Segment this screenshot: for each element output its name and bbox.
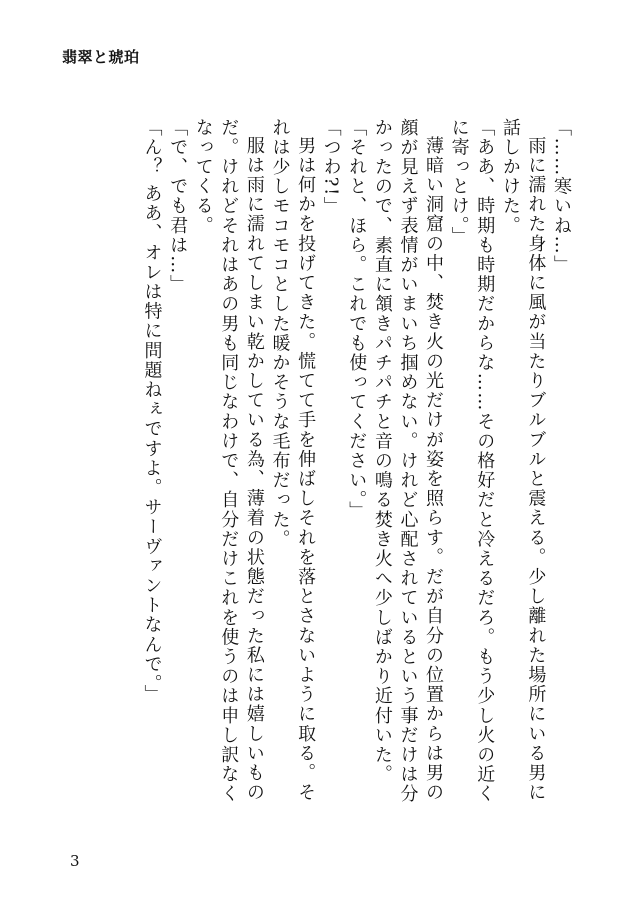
paragraph-8: 服は雨に濡れてしまい乾かしている為、薄着の状態だった私には嬉しいものだ。けれどそれはあの男も同じなわけで、自分だけこれを使うのは申し訳なくなってくる。 — [192, 118, 265, 804]
paragraph-3: 「ああ、時期も時期だからな……その格好だと冷えるだろ。もう少し火の近くに寄っとけ。」 — [448, 118, 496, 804]
paragraph-1: 「……寒いね…」 — [551, 118, 572, 275]
page-number: 3 — [70, 852, 80, 870]
paragraph-10: 「ん？ ああ、オレは特に問題ねぇですよ。サーヴァントなんで。」 — [141, 118, 163, 705]
paragraph-5: 「それと、ほら。これでも使ってください。」 — [346, 118, 368, 521]
paragraph-9: 「で、でも君は…」 — [167, 118, 189, 295]
paragraph-7: 男は何かを投げてきた。慌てて手を伸ばしそれを落とさないように取る。それは少しモコモコとした暖かそうな毛布だった。 — [269, 118, 317, 803]
paragraph-6: 「つわ?!」 — [320, 118, 342, 217]
paragraph-4: 薄暗い洞窟の中、焚き火の光だけが姿を照らす。だが自分の位置からは男の顔が見えず表情がいまいち掴めない。けれど心配されているという事だけは分かったので、素直に頷きパチパチと音の鳴る焚き火へ少しばかり近付いた。 — [371, 118, 445, 804]
body-text — [64, 118, 574, 818]
paragraph-2: 雨に濡れた身体に風が当たりブルブルと震える。少し離れた場所にいる男に話しかけた。 — [499, 118, 547, 803]
book-title: 翡翠と琥珀 — [62, 48, 140, 66]
